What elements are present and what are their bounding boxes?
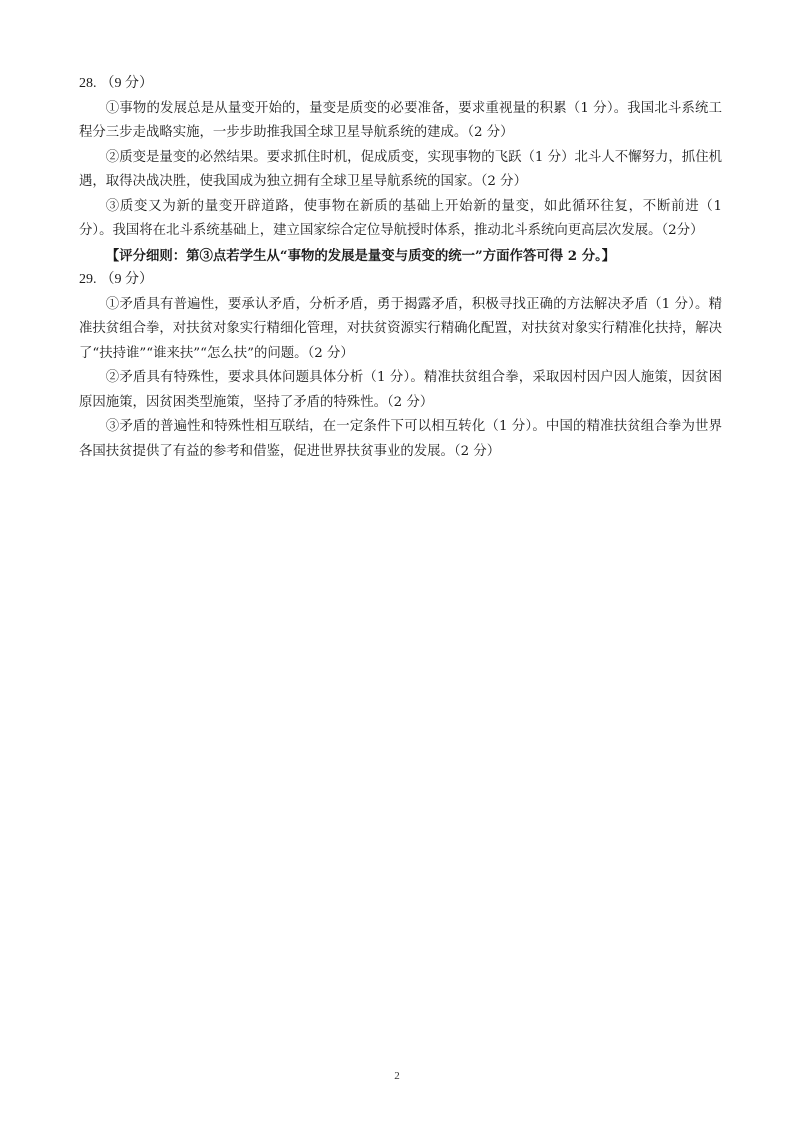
question-28-heading [79,72,722,97]
question-points: （9 分） [100,272,153,287]
question-number: 29. [79,272,97,287]
q29-point-3: ③矛盾的普遍性和特殊性相互联结，在一定条件下可以相互转化（1 分）。中国的精准扶贫组合拳为世界各国扶贫提供了有益的参考和借鉴，促进世界扶贫事业的发展。（2 分） [79,419,722,459]
question-points: （9 分） [100,76,153,91]
q28-point-3: ③质变又为新的量变开辟道路，使事物在新质的基础上开始新的量变，如此循环往复，不断前进（1分）。我国将在北斗系统基础上，建立国家综合定位导航授时体系，推动北斗系统向更高层次发展。（2分） [79,198,722,238]
q28-point-1: ①事物的发展总是从量变开始的，量变是质变的必要准备，要求重视量的积累（1 分）。我国北斗系统工程分三步走战略实施，一步步助推我国全球卫星导航系统的建成。（2 分） [79,100,722,140]
q29-point-2: ②矛盾具有特殊性，要求具体问题具体分析（1 分）。精准扶贫组合拳，采取因村因户因人施策，因贫困原因施策，因贫困类型施策，坚持了矛盾的特殊性。（2 分） [79,370,722,410]
answer-content [79,72,722,464]
question-29-heading [79,268,722,293]
page-number: 2 [394,1070,400,1082]
q28-point-2: ②质变是量变的必然结果。要求抓住时机，促成质变，实现事物的飞跃（1 分）北斗人不懈努力，抓住机遇，取得决战决胜，使我国成为独立拥有全球卫星导航系统的国家。（2 分） [79,149,722,189]
question-number: 28. [79,76,97,91]
q29-point-1: ①矛盾具有普遍性，要承认矛盾，分析矛盾，勇于揭露矛盾，积极寻找正确的方法解决矛盾（1 分）。精准扶贫组合拳，对扶贫对象实行精细化管理，对扶贫资源实行精确化配置，对扶贫对象实行精准化扶持，解决了“扶持谁”“谁来扶”“怎么扶”的问题。（2 分） [79,296,722,361]
q28-scoring-note: 【评分细则：第③点若学生从“事物的发展是量变与质变的统一”方面作答可得 2 分。】 [105,247,616,264]
